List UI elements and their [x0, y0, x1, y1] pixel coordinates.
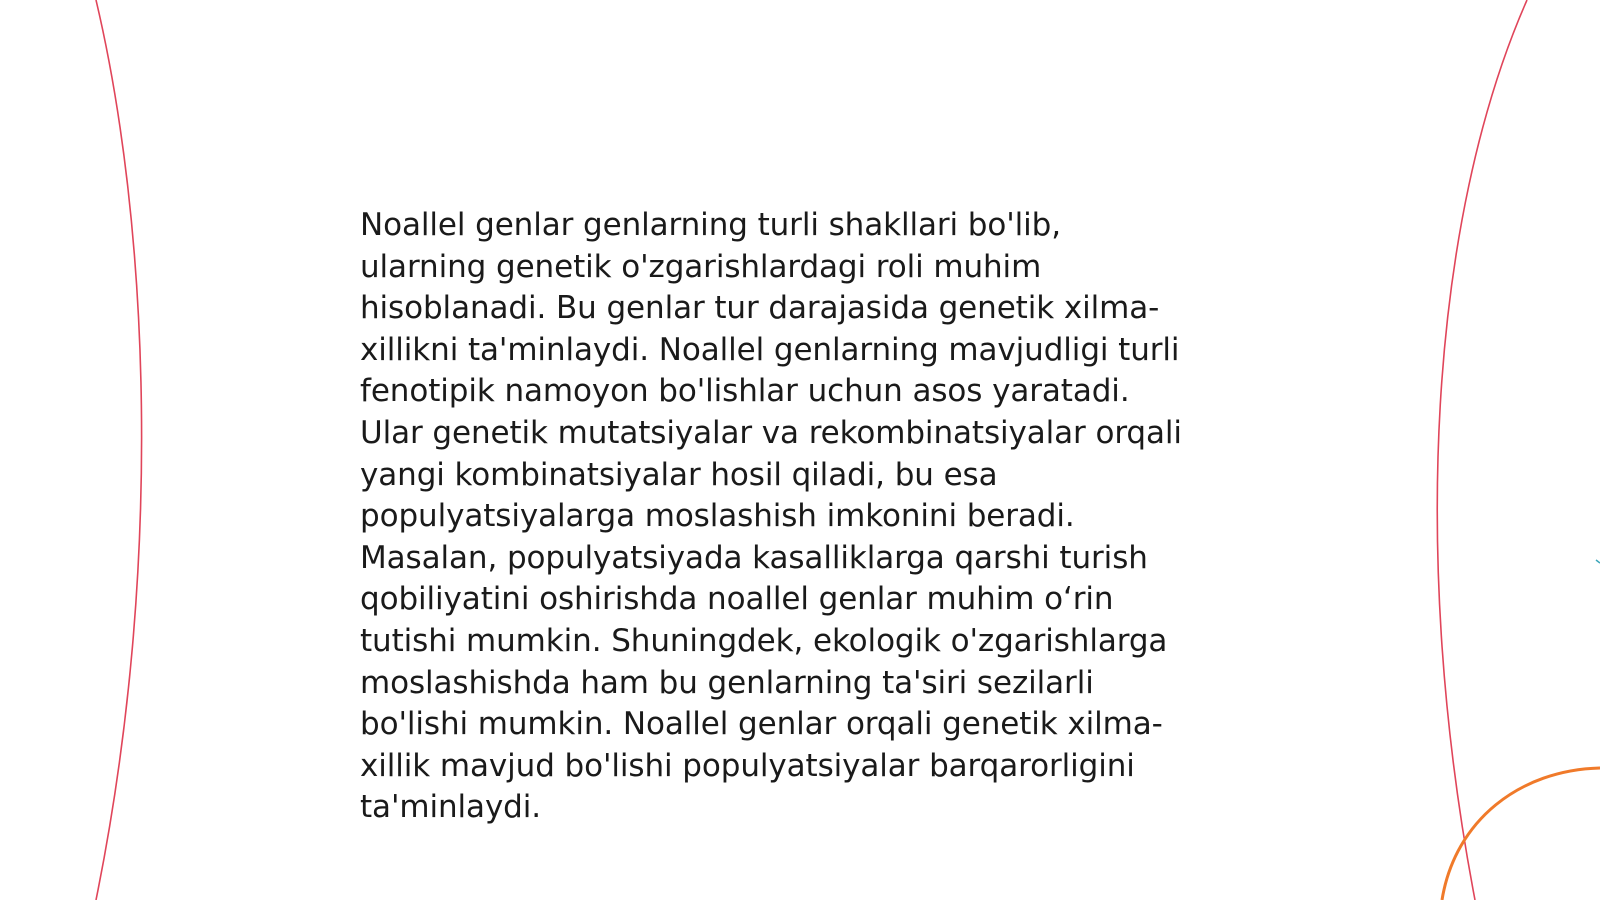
paragraph-line-9: Masalan, populyatsiyada kasalliklarga qarshi turish	[360, 539, 1148, 576]
paragraph-line-1: Noallel genlar genlarning turli shakllari bo'lib,	[360, 207, 1062, 243]
paragraph-line-3: hisoblanadi. Bu genlar tur darajasida genetik xilma-	[360, 290, 1160, 327]
paragraph-line-12: moslashishda ham bu genlarning ta'siri sezilarli	[360, 664, 1094, 701]
paragraph-line-13: bo'lishi mumkin. Noallel genlar orqali genetik xilma-	[360, 706, 1163, 743]
paragraph-line-4: xillikni ta'minlaydi. Noallel genlarning mavjudligi turli	[360, 331, 1180, 368]
paragraph-line-15: ta'minlaydi.	[360, 789, 542, 826]
right-edge-teal-tick	[1596, 560, 1600, 563]
paragraph-line-7: yangi kombinatsiyalar hosil qiladi, bu esa	[360, 456, 998, 493]
paragraph-line-10: qobiliyatini oshirishda noallel genlar muhim o‘rin	[360, 581, 1114, 618]
right-curve-line	[1437, 0, 1527, 900]
paragraph-line-14: xillik mavjud bo'lishi populyatsiyalar barqarorligini	[360, 747, 1135, 784]
left-curve-line	[96, 0, 142, 900]
paragraph-line-5: fenotipik namoyon bo'lishlar uchun asos yaratadi.	[360, 373, 1130, 410]
paragraph-line-2: ularning genetik o'zgarishlardagi roli muhim	[360, 248, 1042, 285]
bottom-right-orange-arc	[1442, 768, 1600, 900]
paragraph-line-6: Ular genetik mutatsiyalar va rekombinatsiyalar orqali	[360, 414, 1182, 451]
paragraph-line-8: populyatsiyalarga moslashish imkonini beradi.	[360, 498, 1075, 535]
body-paragraph	[360, 205, 1240, 829]
paragraph-line-11: tutishi mumkin. Shuningdek, ekologik o'zgarishlarga	[360, 622, 1168, 659]
